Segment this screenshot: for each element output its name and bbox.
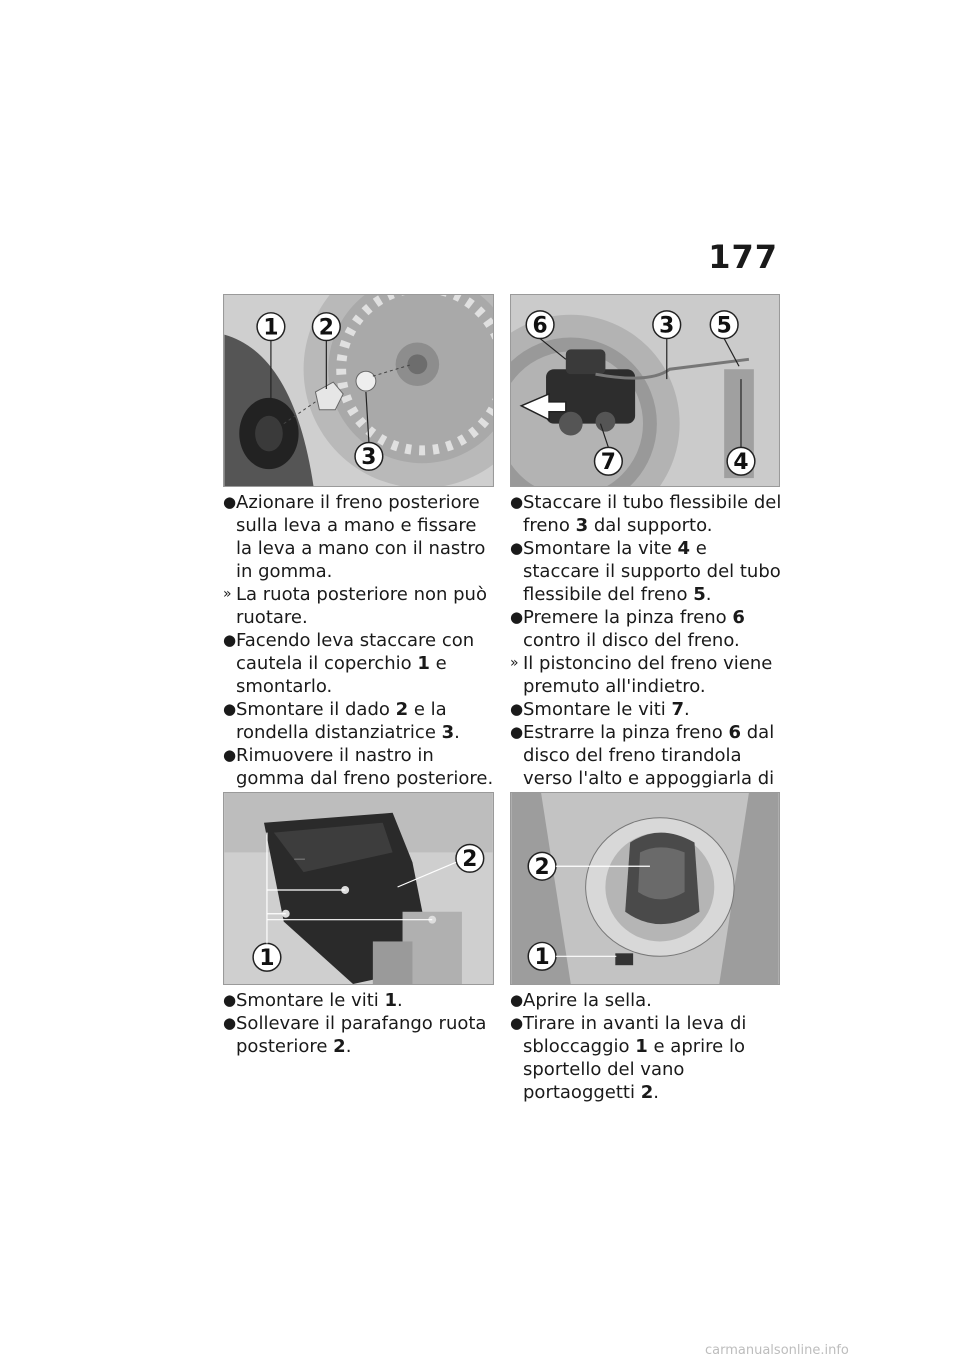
bullet-icon: ● <box>223 700 237 718</box>
bullet-icon: ● <box>223 1014 237 1032</box>
step: ● Aprire la sella. <box>510 990 652 1011</box>
step: ● Sollevare il parafango ruota posteriore 2. <box>223 1013 487 1057</box>
callout-2: 2 <box>462 847 478 873</box>
bullet-icon: ● <box>510 723 524 741</box>
bullet-icon: ● <box>510 1014 524 1032</box>
bullet-icon: ● <box>223 991 237 1009</box>
result-arrow-icon: » <box>223 586 232 602</box>
figure-storage-compartment <box>510 792 780 985</box>
brake-caliper-illustration <box>511 295 779 486</box>
bullet-icon: ● <box>223 493 237 511</box>
step: ● Smontare il dado 2 e la rondella distanziatrice 3. <box>223 699 460 743</box>
bullet-icon: ● <box>223 746 237 764</box>
step: ● Estrarre la pinza freno 6 dal disco del freno tirandola verso l'alto e appoggiarla di <box>510 722 775 789</box>
callout-3: 3 <box>659 313 675 339</box>
step: ● Facendo leva staccare con cautela il coperchio 1 e smontarlo. <box>223 630 475 697</box>
page-number: 177 <box>708 238 778 276</box>
callout-2: 2 <box>534 855 550 881</box>
bullet-icon: ● <box>223 631 237 649</box>
callout-1: 1 <box>534 945 550 971</box>
callout-6: 6 <box>532 313 548 339</box>
callout-3: 3 <box>361 445 377 471</box>
step: ● Smontare le viti 1. <box>223 990 403 1011</box>
figure-brake-caliper <box>510 294 780 487</box>
step: ● Staccare il tubo flessibile del freno 3 dal supporto. <box>510 492 782 536</box>
result-arrow-icon: » <box>510 655 519 671</box>
callout-5: 5 <box>716 313 732 339</box>
step: ● Rimuovere il nastro in gomma dal freno posteriore. <box>223 745 494 789</box>
instructions-storage-compartment <box>510 989 782 1104</box>
bullet-icon: ● <box>510 539 524 557</box>
callout-2: 2 <box>318 315 334 341</box>
callout-7: 7 <box>600 450 616 476</box>
figure-rear-fender <box>223 792 494 985</box>
step: ● Smontare la vite 4 e staccare il supporto del tubo flessibile del freno 5. <box>510 538 781 605</box>
bullet-icon: ● <box>510 493 524 511</box>
instructions-brake-caliper <box>510 491 782 813</box>
result: » La ruota posteriore non può ruotare. <box>223 584 487 628</box>
instructions-wheel-cover <box>223 491 494 790</box>
rear-fender-illustration <box>224 793 493 984</box>
result: » Il pistoncino del freno viene premuto all'indietro. <box>510 653 773 697</box>
figure-wheel-cover <box>223 294 494 487</box>
step: ● Smontare le viti 7. <box>510 699 690 720</box>
svg-text:—: — <box>293 851 306 866</box>
watermark: carmanualsonline.info <box>705 1343 849 1358</box>
callout-1: 1 <box>259 946 275 972</box>
storage-compartment-illustration <box>511 793 779 984</box>
instructions-rear-fender <box>223 989 494 1058</box>
step: ● Azionare il freno posteriore sulla leva a mano e fissare la leva a mano con il nastro in gomma. <box>223 492 486 582</box>
callout-1: 1 <box>263 315 279 341</box>
bullet-icon: ● <box>510 608 524 626</box>
wheel-cover-illustration <box>224 295 493 486</box>
step: ● Tirare in avanti la leva di sbloccaggio 1 e aprire lo sportello del vano portaoggetti 2. <box>510 1013 747 1103</box>
bullet-icon: ● <box>510 991 524 1009</box>
step: ● Premere la pinza freno 6 contro il disco del freno. <box>510 607 745 651</box>
callout-4: 4 <box>733 450 749 476</box>
bullet-icon: ● <box>510 700 524 718</box>
